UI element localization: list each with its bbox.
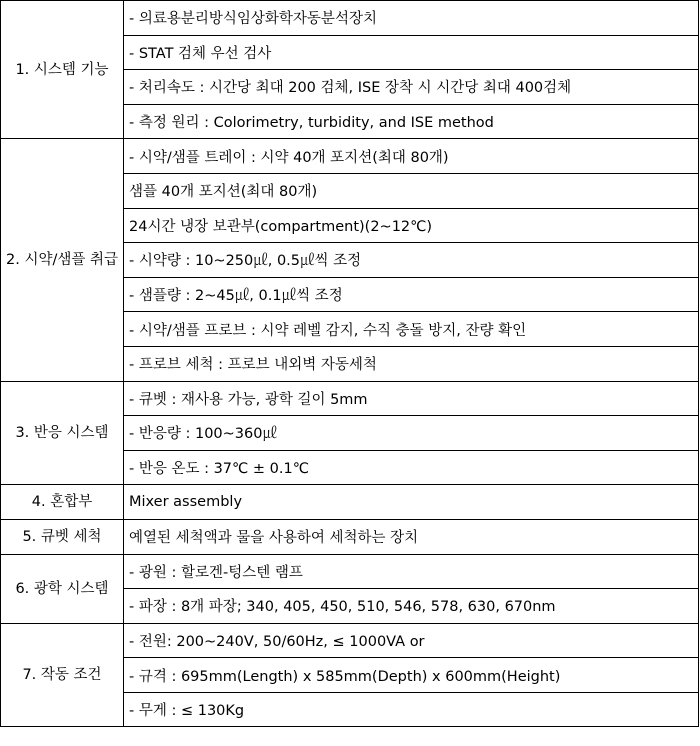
spec-item: - 의료용분리방식임상화학자동분석장치 (124, 1, 699, 36)
spec-item: 샘플 40개 포지션(최대 80개) (124, 173, 699, 208)
table-row (1, 519, 699, 554)
table-row (1, 139, 699, 174)
category-cell: 3. 반응 시스템 (1, 381, 124, 485)
category-cell: 2. 시약/샘플 취급 (1, 139, 124, 381)
category-cell: 4. 혼합부 (1, 485, 124, 520)
spec-item: - STAT 검체 우선 검사 (124, 35, 699, 70)
spec-item: - 광원 : 할로겐-텅스텐 램프 (124, 554, 699, 589)
spec-item: - 시약량 : 10~250㎕, 0.5㎕씩 조정 (124, 243, 699, 278)
spec-item: - 시약/샘플 프로브 : 시약 레벨 감지, 수직 충돌 방지, 잔량 확인 (124, 312, 699, 347)
category-cell: 5. 큐벳 세척 (1, 519, 124, 554)
spec-item: - 반응량 : 100~360㎕ (124, 416, 699, 451)
spec-item: - 측정 원리 : Colorimetry, turbidity, and ISE method (124, 104, 699, 139)
spec-item: - 프로브 세척 : 프로브 내외벽 자동세척 (124, 346, 699, 381)
table-row (1, 1, 699, 36)
spec-item: - 처리속도 : 시간당 최대 200 검체, ISE 장착 시 시간당 최대 400검체 (124, 70, 699, 105)
category-cell: 1. 시스템 기능 (1, 1, 124, 139)
spec-item: 예열된 세척액과 물을 사용하여 세척하는 장치 (124, 519, 699, 554)
spec-item: 24시간 냉장 보관부(compartment)(2~12℃) (124, 208, 699, 243)
spec-item: - 시약/샘플 트레이 : 시약 40개 포지션(최대 80개) (124, 139, 699, 174)
spec-item: - 파장 : 8개 파장; 340, 405, 450, 510, 546, 578, 630, 670nm (124, 589, 699, 624)
spec-item: - 반응 온도 : 37℃ ± 0.1℃ (124, 450, 699, 485)
spec-item: - 규격 : 695mm(Length) x 585mm(Depth) x 600mm(Height) (124, 658, 699, 693)
category-cell: 6. 광학 시스템 (1, 554, 124, 623)
spec-item: - 전원: 200~240V, 50/60Hz, ≤ 1000VA or (124, 623, 699, 658)
table-row (1, 554, 699, 589)
table-row (1, 381, 699, 416)
spec-item: - 샘플량 : 2~45㎕, 0.1㎕씩 조정 (124, 277, 699, 312)
table-row (1, 485, 699, 520)
category-cell: 7. 작동 조건 (1, 623, 124, 727)
spec-item: Mixer assembly (124, 485, 699, 520)
spec-item: - 무게 : ≤ 130Kg (124, 692, 699, 727)
spec-item: - 큐벳 : 재사용 가능, 광학 길이 5mm (124, 381, 699, 416)
table-row (1, 623, 699, 658)
